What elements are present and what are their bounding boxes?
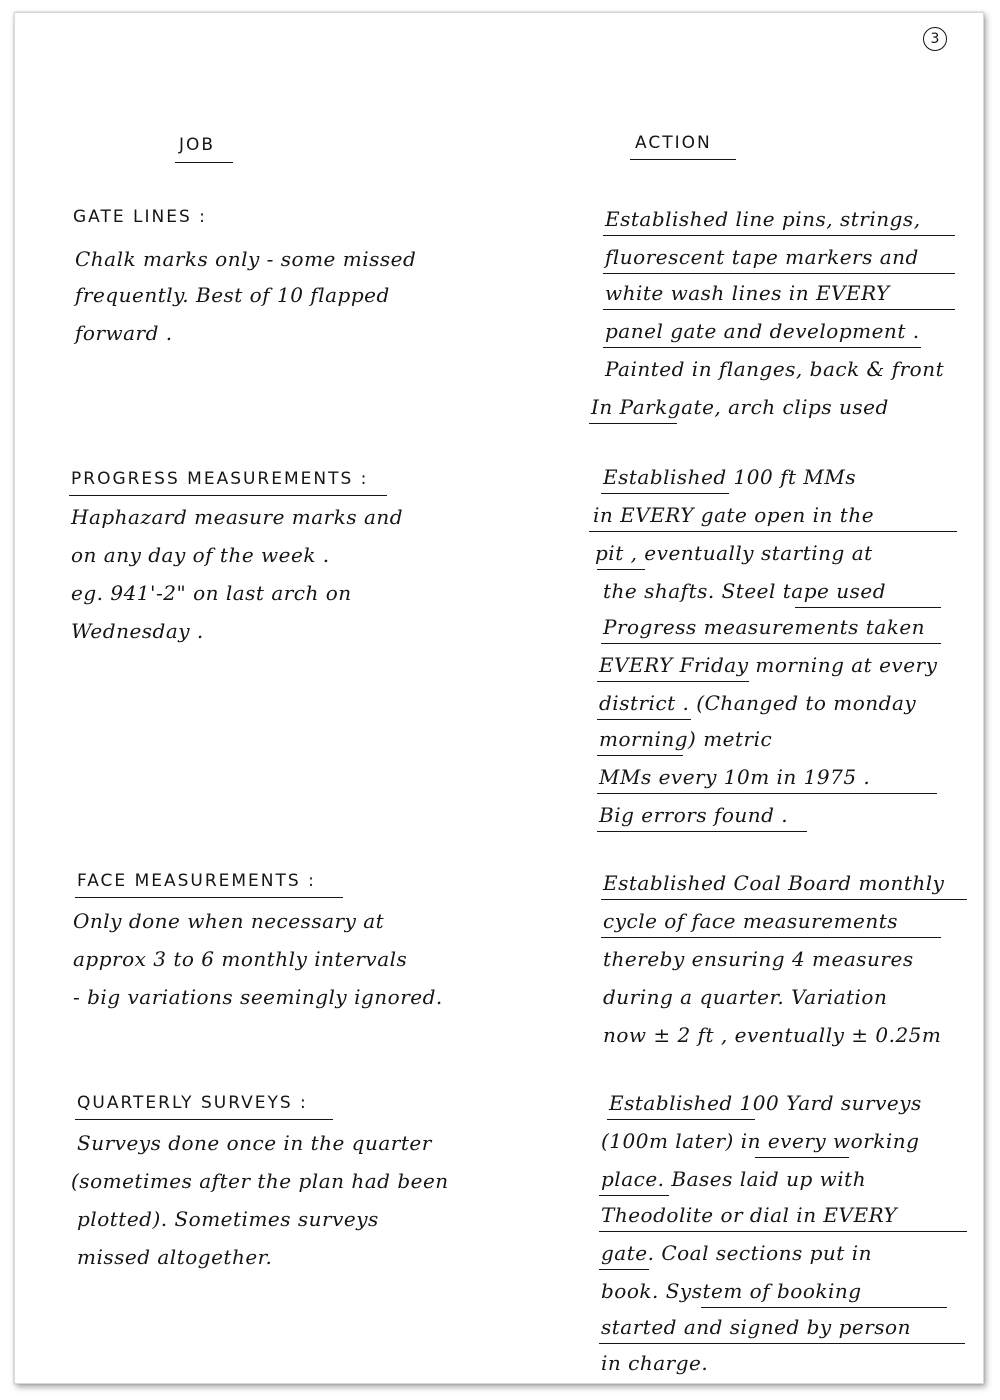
action-line: thereby ensuring 4 measures <box>603 947 914 971</box>
action-underline <box>603 347 921 348</box>
action-underline <box>597 569 645 570</box>
action-line: morning) metric <box>599 727 773 751</box>
action-underline <box>603 309 955 310</box>
action-line: (100m later) in every working <box>601 1129 920 1153</box>
action-line: cycle of face measurements <box>603 909 899 933</box>
action-underline <box>599 1231 967 1232</box>
job-heading-underline <box>75 897 343 898</box>
action-line: Painted in flanges, back & front <box>605 357 945 381</box>
action-underline <box>597 719 691 720</box>
action-line: Established 100 ft MMs <box>603 465 857 489</box>
action-column-header: ACTION <box>635 133 712 153</box>
job-heading-underline <box>75 1119 333 1120</box>
action-line: white wash lines in EVERY <box>605 281 890 305</box>
handwritten-page <box>14 12 984 1384</box>
action-underline <box>701 1307 947 1308</box>
action-underline <box>755 1157 849 1158</box>
action-underline <box>607 1119 755 1120</box>
action-line: started and signed by person <box>601 1315 911 1339</box>
action-underline <box>597 681 749 682</box>
action-underline <box>795 607 941 608</box>
action-line: in charge. <box>601 1351 709 1375</box>
page-number: 3 <box>923 27 947 51</box>
job-line: plotted). Sometimes surveys <box>77 1207 379 1231</box>
job-line: Chalk marks only - some missed <box>75 247 417 271</box>
action-header-underline <box>630 159 736 160</box>
action-underline <box>601 493 729 494</box>
action-underline <box>589 531 957 532</box>
action-underline <box>599 1269 649 1270</box>
action-underline <box>597 831 807 832</box>
action-line: Big errors found . <box>599 803 789 827</box>
action-line: EVERY Friday morning at every <box>599 653 938 677</box>
action-underline <box>599 1343 965 1344</box>
action-underline <box>603 273 955 274</box>
action-line: during a quarter. Variation <box>603 985 888 1009</box>
action-line: In Parkgate, arch clips used <box>591 395 889 419</box>
job-line: Haphazard measure marks and <box>71 505 404 529</box>
action-underline <box>601 937 941 938</box>
action-line: Progress measurements taken <box>603 615 926 639</box>
action-line: fluorescent tape markers and <box>605 245 919 269</box>
job-heading-progress-measurements: PROGRESS MEASUREMENTS : <box>71 469 369 489</box>
action-underline <box>601 899 967 900</box>
job-line: Wednesday . <box>71 619 204 643</box>
job-line: missed altogether. <box>77 1245 273 1269</box>
action-line: pit , eventually starting at <box>595 541 873 565</box>
action-line: book. System of booking <box>601 1279 862 1303</box>
action-line: in EVERY gate open in the <box>593 503 875 527</box>
action-line: Established 100 Yard surveys <box>609 1091 922 1115</box>
action-line: Established line pins, strings, <box>605 207 921 231</box>
job-column-header: JOB <box>179 135 216 155</box>
job-heading-face-measurements: FACE MEASUREMENTS : <box>77 871 316 891</box>
action-line: MMs every 10m in 1975 . <box>599 765 871 789</box>
job-line: - big variations seemingly ignored. <box>73 985 443 1009</box>
action-underline <box>599 1195 669 1196</box>
action-line: now ± 2 ft , eventually ± 0.25m <box>603 1023 942 1047</box>
action-underline <box>589 423 677 424</box>
action-underline <box>597 793 937 794</box>
job-line: on any day of the week . <box>71 543 330 567</box>
action-line: place. Bases laid up with <box>601 1167 867 1191</box>
action-line: the shafts. Steel tape used <box>603 579 887 603</box>
action-underline <box>601 643 941 644</box>
job-line: approx 3 to 6 monthly intervals <box>73 947 408 971</box>
job-heading-gate-lines: GATE LINES : <box>73 207 207 227</box>
job-line: forward . <box>75 321 173 345</box>
job-heading-quarterly-surveys: QUARTERLY SURVEYS : <box>77 1093 308 1113</box>
action-line: Established Coal Board monthly <box>603 871 945 895</box>
action-underline <box>603 235 955 236</box>
action-underline <box>597 755 683 756</box>
action-line: gate. Coal sections put in <box>601 1241 872 1265</box>
job-line: Only done when necessary at <box>73 909 385 933</box>
job-header-underline <box>175 162 233 163</box>
job-line: frequently. Best of 10 flapped <box>75 283 390 307</box>
job-line: eg. 941'-2" on last arch on <box>71 581 352 605</box>
action-line: panel gate and development . <box>605 319 920 343</box>
job-line: (sometimes after the plan had been <box>71 1169 449 1193</box>
action-line: district . (Changed to monday <box>599 691 917 715</box>
action-line: Theodolite or dial in EVERY <box>601 1203 898 1227</box>
job-line: Surveys done once in the quarter <box>77 1131 432 1155</box>
job-heading-underline <box>69 495 387 496</box>
